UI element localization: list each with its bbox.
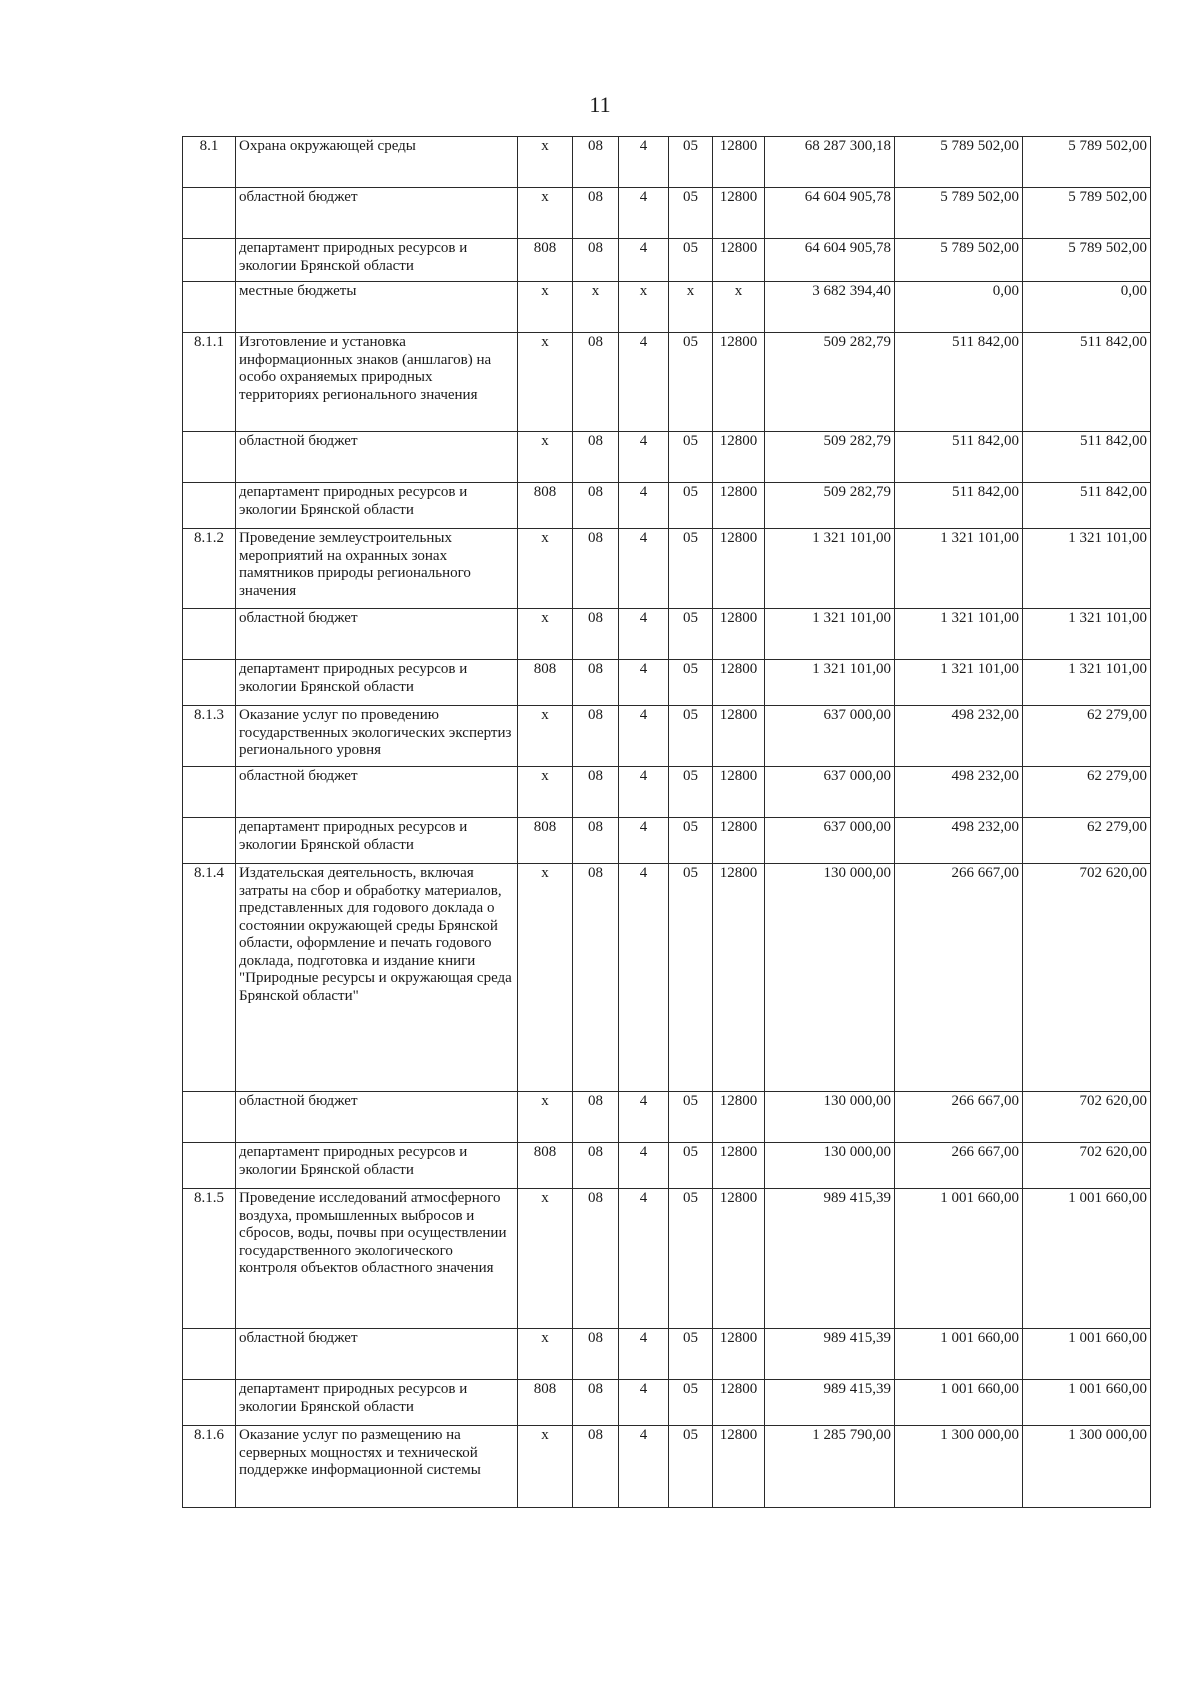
amount-cell-1: 1 321 101,00 [765,660,895,706]
table-row [183,767,1151,818]
item-name: Проведение землеустроительных мероприятий на охранных зонах памятников природы регионального значения [236,529,518,609]
code-gr-cell: х [518,333,573,432]
code-gr-cell: х [518,609,573,660]
amount-cell-1: 989 415,39 [765,1380,895,1426]
item-number [183,767,236,818]
code-gr-cell: х [518,282,573,333]
code-pgp-cell: 05 [669,706,713,767]
table-row [183,137,1151,188]
item-number [183,432,236,483]
code-gp-cell: 4 [619,1329,669,1380]
amount-cell-3: 5 789 502,00 [1023,137,1151,188]
table-row [183,660,1151,706]
code-gp-cell: 4 [619,188,669,239]
amount-cell-2: 266 667,00 [895,864,1023,1092]
code-rz-cell: 08 [573,864,619,1092]
item-name: областной бюджет [236,1092,518,1143]
code-pgp-cell: 05 [669,188,713,239]
code-direction-cell: 12800 [713,1189,765,1329]
code-gp-cell: 4 [619,333,669,432]
table-row [183,333,1151,432]
code-rz-cell: 08 [573,188,619,239]
amount-cell-2: 498 232,00 [895,706,1023,767]
code-rz-cell: 08 [573,333,619,432]
code-rz-cell: 08 [573,706,619,767]
item-name: областной бюджет [236,609,518,660]
item-number [183,282,236,333]
code-rz-cell: 08 [573,1092,619,1143]
amount-cell-2: 266 667,00 [895,1092,1023,1143]
code-gr-cell: х [518,188,573,239]
code-gr-cell: х [518,1189,573,1329]
amount-cell-1: 1 285 790,00 [765,1426,895,1508]
code-gp-cell: 4 [619,432,669,483]
code-direction-cell: 12800 [713,706,765,767]
amount-cell-3: 5 789 502,00 [1023,188,1151,239]
table-row [183,609,1151,660]
code-gr-cell: 808 [518,239,573,282]
amount-cell-3: 702 620,00 [1023,1143,1151,1189]
item-name: областной бюджет [236,432,518,483]
code-gr-cell: 808 [518,1143,573,1189]
table-row [183,282,1151,333]
code-gr-cell: х [518,1426,573,1508]
code-direction-cell: 12800 [713,137,765,188]
code-pgp-cell: 05 [669,1426,713,1508]
amount-cell-2: 498 232,00 [895,767,1023,818]
code-rz-cell: 08 [573,432,619,483]
table-row [183,1189,1151,1329]
amount-cell-1: 1 321 101,00 [765,529,895,609]
code-direction-cell: 12800 [713,239,765,282]
amount-cell-2: 1 001 660,00 [895,1189,1023,1329]
page-number: 11 [589,92,611,117]
item-name: департамент природных ресурсов и экологии Брянской области [236,483,518,529]
code-gp-cell: 4 [619,483,669,529]
item-name: Проведение исследований атмосферного воздуха, промышленных выбросов и сбросов, воды, почвы при осуществлении государственного экологического контроля объектов областного значения [236,1189,518,1329]
code-direction-cell: 12800 [713,529,765,609]
item-number [183,818,236,864]
item-name: департамент природных ресурсов и экологии Брянской области [236,1380,518,1426]
amount-cell-3: 5 789 502,00 [1023,239,1151,282]
code-gp-cell: 4 [619,767,669,818]
table-row [183,1092,1151,1143]
code-pgp-cell: 05 [669,1143,713,1189]
item-number: 8.1.5 [183,1189,236,1329]
table-row [183,1143,1151,1189]
amount-cell-2: 0,00 [895,282,1023,333]
code-gr-cell: х [518,1092,573,1143]
code-gr-cell: х [518,137,573,188]
table-row [183,529,1151,609]
item-number [183,1380,236,1426]
table-row [183,483,1151,529]
amount-cell-1: 130 000,00 [765,864,895,1092]
amount-cell-1: 130 000,00 [765,1143,895,1189]
amount-cell-3: 511 842,00 [1023,432,1151,483]
amount-cell-3: 62 279,00 [1023,818,1151,864]
code-pgp-cell: 05 [669,1189,713,1329]
code-gr-cell: х [518,706,573,767]
code-gp-cell: 4 [619,529,669,609]
amount-cell-2: 266 667,00 [895,1143,1023,1189]
item-name: местные бюджеты [236,282,518,333]
code-direction-cell: 12800 [713,333,765,432]
amount-cell-1: 637 000,00 [765,767,895,818]
item-name: Оказание услуг по размещению на серверных мощностях и технической поддержке информационной системы [236,1426,518,1508]
code-rz-cell: 08 [573,609,619,660]
amount-cell-2: 5 789 502,00 [895,188,1023,239]
amount-cell-3: 1 321 101,00 [1023,660,1151,706]
amount-cell-3: 1 321 101,00 [1023,529,1151,609]
code-direction-cell: 12800 [713,1143,765,1189]
code-gp-cell: 4 [619,864,669,1092]
amount-cell-2: 5 789 502,00 [895,239,1023,282]
budget-table [182,136,1151,1508]
table-row [183,864,1151,1092]
code-gp-cell: х [619,282,669,333]
code-rz-cell: 08 [573,1143,619,1189]
code-rz-cell: 08 [573,1426,619,1508]
code-rz-cell: 08 [573,818,619,864]
item-number [183,188,236,239]
item-name: Изготовление и установка информационных знаков (аншлагов) на особо охраняемых природных территориях регионального значения [236,333,518,432]
code-rz-cell: 08 [573,529,619,609]
item-name: областной бюджет [236,1329,518,1380]
item-number [183,483,236,529]
code-pgp-cell: 05 [669,333,713,432]
code-gp-cell: 4 [619,660,669,706]
amount-cell-1: 64 604 905,78 [765,239,895,282]
item-name: Охрана окружающей среды [236,137,518,188]
code-gr-cell: 808 [518,660,573,706]
code-gr-cell: 808 [518,818,573,864]
code-pgp-cell: 05 [669,864,713,1092]
amount-cell-3: 1 321 101,00 [1023,609,1151,660]
amount-cell-1: 509 282,79 [765,333,895,432]
item-name: департамент природных ресурсов и экологии Брянской области [236,239,518,282]
code-pgp-cell: 05 [669,483,713,529]
item-number: 8.1.3 [183,706,236,767]
code-gr-cell: 808 [518,1380,573,1426]
item-name: Издательская деятельность, включая затраты на сбор и обработку материалов, представленных для годового доклада о состоянии окружающей среды Брянской области, оформление и печать годового доклада, подготовка и издание книги "Природные ресурсы и окружающая среда Брянской области" [236,864,518,1092]
code-pgp-cell: 05 [669,660,713,706]
item-name: департамент природных ресурсов и экологии Брянской области [236,660,518,706]
amount-cell-3: 702 620,00 [1023,864,1151,1092]
item-number: 8.1.2 [183,529,236,609]
amount-cell-3: 1 001 660,00 [1023,1329,1151,1380]
amount-cell-3: 62 279,00 [1023,767,1151,818]
amount-cell-3: 1 001 660,00 [1023,1380,1151,1426]
item-number [183,609,236,660]
amount-cell-3: 1 300 000,00 [1023,1426,1151,1508]
amount-cell-1: 509 282,79 [765,483,895,529]
code-gr-cell: х [518,529,573,609]
amount-cell-1: 637 000,00 [765,818,895,864]
code-gr-cell: х [518,767,573,818]
amount-cell-3: 62 279,00 [1023,706,1151,767]
amount-cell-3: 702 620,00 [1023,1092,1151,1143]
code-rz-cell: 08 [573,137,619,188]
amount-cell-1: 64 604 905,78 [765,188,895,239]
code-gp-cell: 4 [619,1092,669,1143]
amount-cell-2: 1 321 101,00 [895,609,1023,660]
item-number: 8.1.4 [183,864,236,1092]
code-direction-cell: 12800 [713,432,765,483]
table-row [183,1380,1151,1426]
code-rz-cell: 08 [573,483,619,529]
amount-cell-2: 1 001 660,00 [895,1329,1023,1380]
code-direction-cell: 12800 [713,483,765,529]
code-gr-cell: х [518,864,573,1092]
code-direction-cell: 12800 [713,660,765,706]
table-row [183,706,1151,767]
code-gp-cell: 4 [619,609,669,660]
item-number [183,1092,236,1143]
code-gp-cell: 4 [619,818,669,864]
amount-cell-2: 5 789 502,00 [895,137,1023,188]
code-gp-cell: 4 [619,1143,669,1189]
amount-cell-1: 3 682 394,40 [765,282,895,333]
code-pgp-cell: 05 [669,818,713,864]
code-pgp-cell: х [669,282,713,333]
amount-cell-1: 989 415,39 [765,1329,895,1380]
item-name: департамент природных ресурсов и экологии Брянской области [236,818,518,864]
item-number [183,1329,236,1380]
table-body [183,137,1151,1508]
item-number [183,660,236,706]
code-direction-cell: 12800 [713,609,765,660]
code-gp-cell: 4 [619,1189,669,1329]
amount-cell-2: 1 001 660,00 [895,1380,1023,1426]
amount-cell-2: 1 300 000,00 [895,1426,1023,1508]
code-pgp-cell: 05 [669,1329,713,1380]
code-direction-cell: 12800 [713,767,765,818]
code-gp-cell: 4 [619,1380,669,1426]
code-pgp-cell: 05 [669,1380,713,1426]
amount-cell-2: 498 232,00 [895,818,1023,864]
amount-cell-2: 1 321 101,00 [895,660,1023,706]
code-pgp-cell: 05 [669,609,713,660]
code-rz-cell: 08 [573,1380,619,1426]
amount-cell-2: 511 842,00 [895,333,1023,432]
amount-cell-3: 1 001 660,00 [1023,1189,1151,1329]
code-direction-cell: 12800 [713,1092,765,1143]
code-pgp-cell: 05 [669,432,713,483]
item-number [183,1143,236,1189]
code-direction-cell: х [713,282,765,333]
code-gp-cell: 4 [619,706,669,767]
table-row [183,239,1151,282]
amount-cell-1: 989 415,39 [765,1189,895,1329]
table-row [183,1329,1151,1380]
code-gr-cell: х [518,1329,573,1380]
amount-cell-2: 1 321 101,00 [895,529,1023,609]
code-gp-cell: 4 [619,1426,669,1508]
table-row [183,188,1151,239]
code-pgp-cell: 05 [669,137,713,188]
code-direction-cell: 12800 [713,1329,765,1380]
amount-cell-1: 1 321 101,00 [765,609,895,660]
code-gr-cell: х [518,432,573,483]
item-name: департамент природных ресурсов и экологии Брянской области [236,1143,518,1189]
item-number: 8.1.6 [183,1426,236,1508]
code-rz-cell: 08 [573,660,619,706]
amount-cell-1: 637 000,00 [765,706,895,767]
code-pgp-cell: 05 [669,239,713,282]
amount-cell-1: 68 287 300,18 [765,137,895,188]
code-rz-cell: 08 [573,239,619,282]
amount-cell-2: 511 842,00 [895,483,1023,529]
amount-cell-3: 511 842,00 [1023,333,1151,432]
code-direction-cell: 12800 [713,1426,765,1508]
item-name: Оказание услуг по проведению государственных экологических экспертиз регионального уровня [236,706,518,767]
code-rz-cell: 08 [573,1189,619,1329]
code-pgp-cell: 05 [669,529,713,609]
code-rz-cell: 08 [573,767,619,818]
amount-cell-1: 509 282,79 [765,432,895,483]
amount-cell-3: 511 842,00 [1023,483,1151,529]
table-row [183,432,1151,483]
item-number [183,239,236,282]
amount-cell-1: 130 000,00 [765,1092,895,1143]
code-direction-cell: 12800 [713,1380,765,1426]
code-direction-cell: 12800 [713,864,765,1092]
item-name: областной бюджет [236,767,518,818]
item-name: областной бюджет [236,188,518,239]
table-row [183,1426,1151,1508]
table-row [183,818,1151,864]
amount-cell-3: 0,00 [1023,282,1151,333]
code-rz-cell: 08 [573,1329,619,1380]
code-gp-cell: 4 [619,239,669,282]
code-rz-cell: х [573,282,619,333]
code-gp-cell: 4 [619,137,669,188]
code-pgp-cell: 05 [669,1092,713,1143]
amount-cell-2: 511 842,00 [895,432,1023,483]
code-direction-cell: 12800 [713,818,765,864]
item-number: 8.1 [183,137,236,188]
item-number: 8.1.1 [183,333,236,432]
code-gr-cell: 808 [518,483,573,529]
code-pgp-cell: 05 [669,767,713,818]
code-direction-cell: 12800 [713,188,765,239]
